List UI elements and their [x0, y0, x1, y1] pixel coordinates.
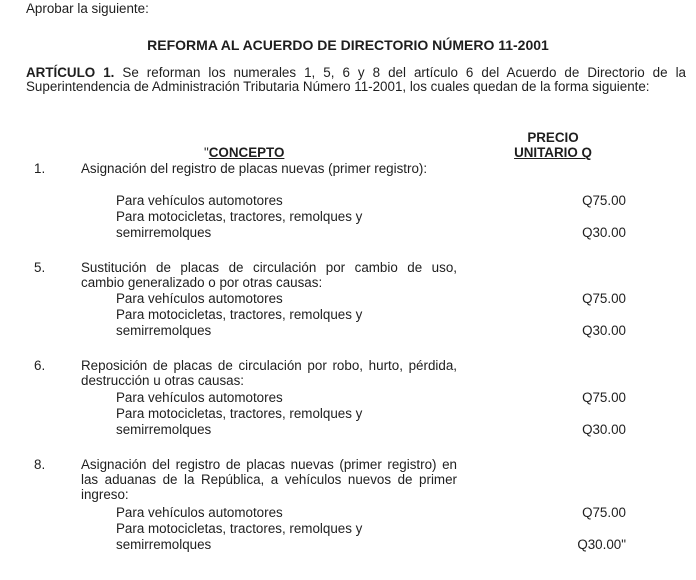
sub-item-price: Q75.00 — [582, 193, 626, 208]
sub-item-price: Q75.00 — [582, 291, 626, 306]
item-description: Reposición de placas de circulación por robo, hurto, pérdida, destrucción u otras causas: — [81, 358, 457, 388]
sub-item-label: Para vehículos automotores — [116, 291, 283, 306]
sub-item-label: Para motocicletas, tractores, remolques y — [116, 406, 363, 421]
precio-label-line1: PRECIO — [527, 130, 579, 145]
article-label: ARTÍCULO 1. — [26, 65, 115, 80]
item-number: 8. — [34, 457, 46, 472]
item-number: 5. — [34, 260, 46, 275]
sub-item-label-cont: semirremolques — [116, 537, 212, 552]
item-description: Sustitución de placas de circulación por cambio de uso, cambio generalizado o por otras causas: — [81, 260, 457, 290]
sub-item-label-cont: semirremolques — [116, 225, 212, 240]
intro-text: Aprobar la siguiente: — [26, 1, 149, 16]
sub-item-label: Para motocicletas, tractores, remolques y — [116, 209, 363, 224]
sub-item-label: Para motocicletas, tractores, remolques y — [116, 521, 363, 536]
sub-item-label: Para vehículos automotores — [116, 193, 283, 208]
concepto-label: CONCEPTO — [208, 145, 285, 160]
sub-item-price: Q30.00 — [582, 225, 626, 240]
document-title: REFORMA AL ACUERDO DE DIRECTORIO NÚMERO 11-2001 — [147, 37, 549, 53]
article-text: Se reforman los numerales 1, 5, 6 y 8 del artículo 6 del Acuerdo de Directorio de la Superintendencia de Administración Tributaria Número 11-2001, los cuales quedan de la forma siguiente: — [26, 65, 686, 94]
opening-quote: " — [204, 145, 209, 160]
sub-item-label: Para vehículos automotores — [116, 390, 283, 405]
article-paragraph — [26, 66, 686, 94]
sub-item-price: Q30.00" — [577, 537, 626, 552]
sub-item-price: Q30.00 — [582, 323, 626, 338]
sub-item-label-cont: semirremolques — [116, 323, 212, 338]
sub-item-label: Para motocicletas, tractores, remolques y — [116, 307, 363, 322]
item-description: Asignación del registro de placas nuevas (primer registro) en las aduanas de la República, a vehículos nuevos de primer ingreso: — [81, 457, 457, 502]
column-header-concepto — [204, 145, 284, 160]
sub-item-price: Q75.00 — [582, 505, 626, 520]
sub-item-price: Q75.00 — [582, 390, 626, 405]
sub-item-label-cont: semirremolques — [116, 422, 212, 437]
sub-item-price: Q30.00 — [582, 422, 626, 437]
item-number: 6. — [34, 358, 46, 373]
column-header-precio — [498, 130, 608, 160]
item-number: 1. — [34, 161, 46, 176]
precio-label-line2: UNITARIO Q — [514, 145, 592, 160]
item-description: Asignación del registro de placas nuevas (primer registro): — [81, 161, 428, 176]
sub-item-label: Para vehículos automotores — [116, 505, 283, 520]
